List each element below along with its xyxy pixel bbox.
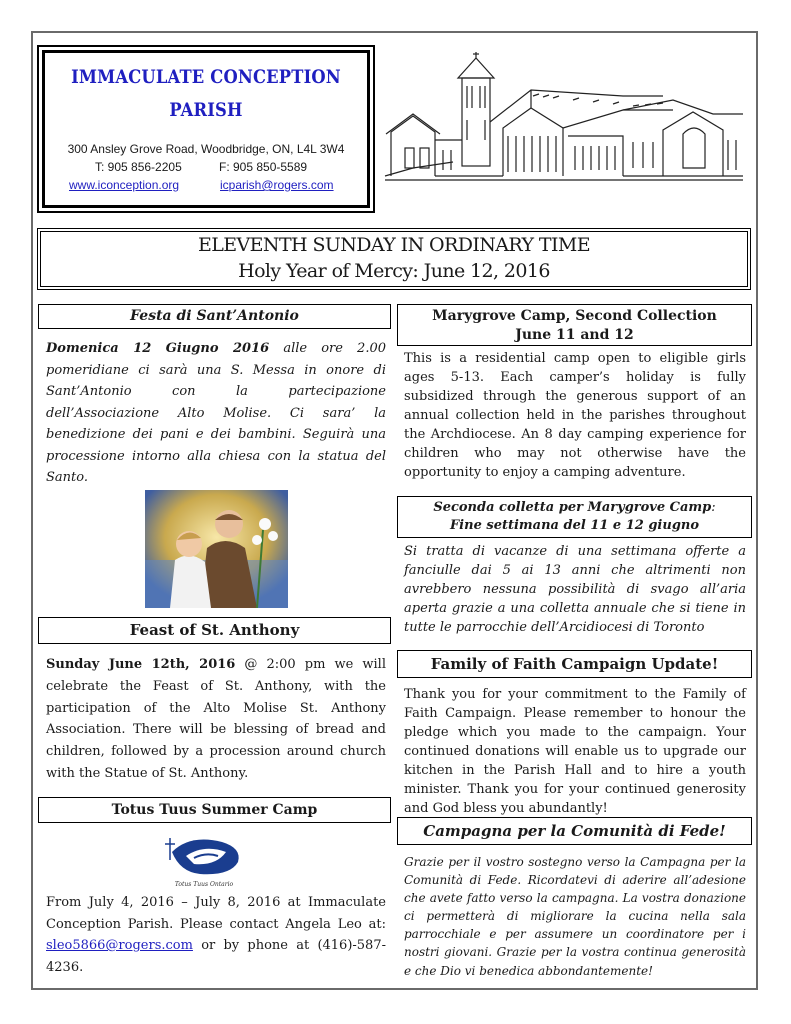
festa-heading: Festa di Sant’Antonio	[38, 304, 391, 329]
parish-name-line1: IMMACULATE CONCEPTION	[71, 66, 341, 88]
feast-text: @ 2:00 pm we will celebrate the Feast of St. Anthony, with the participation of the Alto Molise St. Anthony Association. There will be blessing of bread and children, followed by a procession around church with the Statue of St. Anthony.	[46, 657, 386, 781]
seconda-body: Si tratta di vacanze di una settimana offerte a fanciulle dai 5 ai 13 anni che altrimenti non avrebbero nessuna possibilità di svago all’aria aperta grazie a una colletta annuale che si tiene in tutte le parrocchie dell’Arcidiocesi di Toronto	[404, 544, 746, 635]
seconda-heading-line1-text: Seconda colletta per Marygrove Camp	[433, 500, 712, 515]
festa-text: alle ore 2.00 pomeridiane ci sarà una S. Messa in onore di Sant’Antonio con la partecipazione dell’Associazione Alto Molise. Ci sara’ la benedizione dei pani e dei bambini. Seguirà una processione intorno alla chiesa con la statua del Santo.	[46, 341, 386, 485]
marygrove-heading	[397, 304, 752, 346]
parish-address: 300 Ansley Grove Road, Woodbridge, ON, L4L 3W4	[67, 142, 345, 156]
saint-anthony-image	[145, 490, 288, 608]
festa-body	[46, 338, 386, 488]
campagna-heading: Campagna per la Comunità di Fede!	[397, 817, 752, 845]
marygrove-body: This is a residential camp open to eligible girls ages 5-13. Each camper’s holiday is fully subsidized through the generous support of an annual collection held in the parishes throughout the Archdiocese. An 8 day camping experience for children who may not otherwise have the opportunity to enjoy a camping adventure.	[404, 351, 746, 480]
fax-number: F: 905 850-5589	[219, 160, 308, 174]
website-link[interactable]: www.iconception.org	[69, 178, 180, 192]
festa-date: Domenica 12 Giugno 2016	[46, 341, 270, 356]
seconda-heading	[397, 496, 752, 538]
feast-date: Sunday June 12th, 2016	[46, 657, 236, 672]
totus-phone: or by phone at (416)-587-4236.	[46, 938, 386, 975]
feast-heading: Feast of St. Anthony	[38, 617, 391, 644]
seconda-heading-colon: :	[711, 500, 716, 515]
totus-logo-caption: Totus Tuus Ontario	[174, 881, 234, 888]
totus-tuus-logo	[160, 832, 248, 890]
marygrove-heading-line2: June 11 and 12	[515, 327, 634, 343]
totus-heading: Totus Tuus Summer Camp	[38, 797, 391, 823]
phone-number: T: 905 856-2205	[95, 160, 182, 174]
totus-email-link[interactable]: sleo5866@rogers.com	[46, 938, 193, 953]
feast-body	[46, 654, 386, 785]
page-subtitle: Holy Year of Mercy: June 12, 2016	[238, 260, 550, 282]
faith-heading: Family of Faith Campaign Update!	[397, 650, 752, 678]
page-title: ELEVENTH SUNDAY IN ORDINARY TIME	[197, 234, 591, 256]
marygrove-heading-line1: Marygrove Camp, Second Collection	[432, 308, 717, 324]
church-drawing	[383, 50, 751, 188]
parish-name-line2: PARISH	[169, 99, 243, 121]
campagna-body: Grazie per il vostro sostegno verso la Campagna per la Comunità di Fede. Ricordatevi di aderire all’adesione che avete fatto verso la campagna. La vostra donazione ci permetterà di migliorare la cucina nella sala parrocchiale e per assumere un coordinatore per i nostri giovani. Grazie per la vostra continua generosità e che Dio vi benedica abbondantemente!	[404, 855, 746, 978]
seconda-heading-line1	[398, 499, 751, 517]
totus-text: From July 4, 2016 – July 8, 2016 at Immaculate Conception Parish. Please contact Angela Leo at:	[46, 895, 386, 932]
email-link[interactable]: icparish@rogers.com	[220, 178, 334, 192]
seconda-heading-line2: Fine settimana del 11 e 12 giugno	[449, 518, 700, 533]
faith-body: Thank you for your commitment to the Family of Faith Campaign. Please remember to honour the pledge which you made to the campaign. Your continued donations will enable us to upgrade our kitchen in the Parish Hall and to hire a youth minister. Thank you for your continued generosity and God bless you abundantly!	[404, 687, 746, 816]
totus-body	[46, 892, 386, 978]
